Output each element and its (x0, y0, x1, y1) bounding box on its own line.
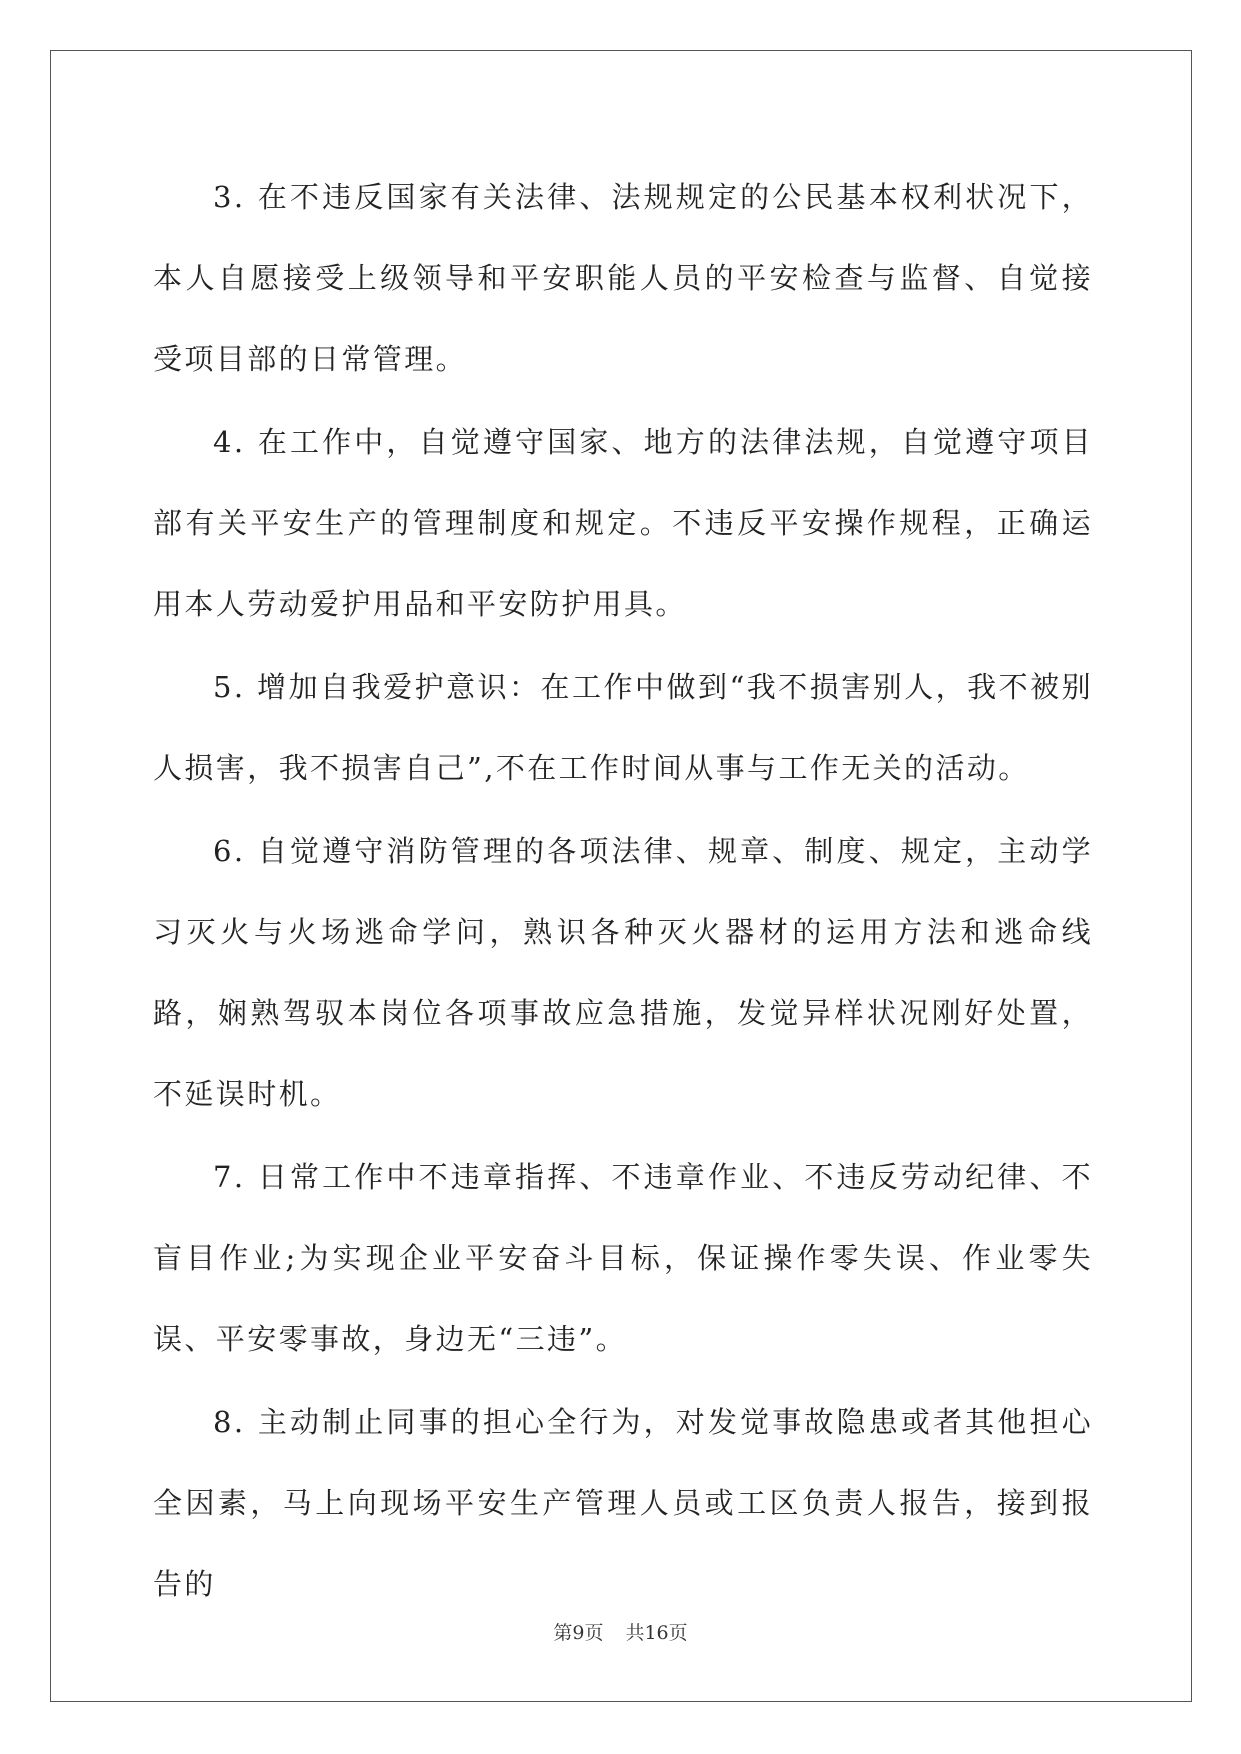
page-number-total: 共16页 (625, 1622, 688, 1644)
document-body (153, 157, 1093, 1627)
paragraph-4: 4. 在工作中，自觉遵守国家、地方的法律法规，自觉遵守项目部有关平安生产的管理制度和规定。不违反平安操作规程，正确运用本人劳动爱护用品和平安防护用具。 (153, 425, 1093, 621)
paragraph-6: 6. 自觉遵守消防管理的各项法律、规章、制度、规定，主动学习灭火与火场逃命学问，熟识各种灭火器材的运用方法和逃命线路，娴熟驾驭本岗位各项事故应急措施，发觉异样状况刚好处置，不延误时机。 (153, 834, 1093, 1111)
paragraph-3: 3. 在不违反国家有关法律、法规规定的公民基本权利状况下，本人自愿接受上级领导和平安职能人员的平安检查与监督、自觉接受项目部的日常管理。 (153, 180, 1093, 376)
page-footer (0, 1618, 1241, 1645)
paragraph-5: 5. 增加自我爱护意识：在工作中做到“我不损害别人，我不被别人损害，我不损害自己”,不在工作时间从事与工作无关的活动。 (153, 670, 1093, 785)
paragraph-7: 7. 日常工作中不违章指挥、不违章作业、不违反劳动纪律、不盲目作业;为实现企业平安奋斗目标，保证操作零失误、作业零失误、平安零事故，身边无“三违”。 (153, 1160, 1093, 1356)
page-number-current: 第9页 (553, 1622, 604, 1644)
paragraph-8: 8. 主动制止同事的担心全行为，对发觉事故隐患或者其他担心全因素，马上向现场平安生产管理人员或工区负责人报告，接到报告的 (153, 1405, 1093, 1601)
